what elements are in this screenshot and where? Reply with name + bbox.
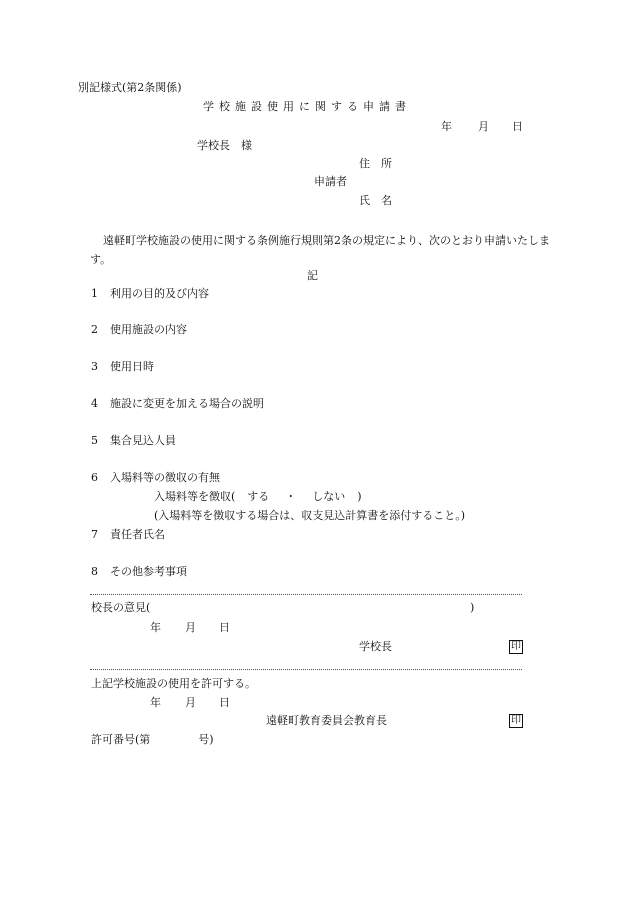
- item-number: 4: [91, 397, 98, 410]
- applicant-label: 申請者: [314, 175, 347, 188]
- list-item: [91, 361, 154, 372]
- item-label: 利用の目的及び内容: [110, 287, 209, 300]
- opinion-label: 校長の意見(: [91, 601, 151, 614]
- item-number: 8: [91, 565, 98, 578]
- item-number: 7: [91, 528, 98, 541]
- item-number: 6: [91, 471, 98, 484]
- item-label: 責任者氏名: [110, 528, 165, 541]
- list-item: [91, 529, 165, 540]
- opinion-year: 年: [150, 621, 161, 634]
- form-label: 別記様式(第2条関係): [78, 81, 182, 94]
- ki-heading: 記: [307, 269, 318, 282]
- item-label: 集合見込人員: [110, 434, 176, 447]
- fee-option-no: しない: [312, 490, 346, 503]
- permit-number: [91, 734, 214, 745]
- name-label: 氏 名: [359, 194, 392, 207]
- list-item: [91, 398, 264, 409]
- list-item: [91, 566, 187, 577]
- item-number: 1: [91, 287, 98, 300]
- body-paragraph: 遠軽町学校施設の使用に関する条例施行規則第2条の規定により、次のとおり申請いたします。: [90, 234, 550, 266]
- permit-prefix: 許可番号(第: [91, 733, 151, 746]
- seal-stamp: 印: [511, 641, 521, 652]
- fee-separator: ・: [285, 490, 297, 503]
- date-month: 月: [478, 120, 489, 133]
- permission-text: 上記学校施設の使用を許可する。: [91, 677, 256, 690]
- permission-year: 年: [150, 696, 161, 709]
- education-superintendent: 遠軽町教育委員会教育長: [266, 714, 387, 727]
- item-label: 使用施設の内容: [110, 323, 187, 336]
- fee-option-yes: する: [247, 490, 270, 503]
- item-number: 3: [91, 360, 98, 373]
- date-day: 日: [512, 120, 523, 133]
- list-item: [91, 435, 176, 446]
- fee-prefix: 入場料等を徴収(: [154, 490, 236, 503]
- fee-close: ): [357, 490, 362, 503]
- date-year: 年: [441, 120, 452, 133]
- opinion-close: ): [470, 601, 475, 614]
- item-number: 5: [91, 434, 98, 447]
- fee-note: (入場料等を徴収する場合は、収支見込計算書を添付すること。): [154, 509, 466, 522]
- fee-line: [154, 491, 362, 502]
- permission-day: 日: [219, 696, 230, 709]
- permission-month: 月: [185, 696, 196, 709]
- seal-stamp: 印: [511, 715, 521, 726]
- form-title: 学校施設使用に関する申請書: [203, 100, 411, 113]
- addressee: 学校長 様: [197, 139, 252, 152]
- item-label: 入場料等の徴収の有無: [110, 471, 220, 484]
- list-item: [91, 288, 209, 299]
- divider: [90, 594, 522, 595]
- address-label: 住 所: [359, 157, 392, 170]
- opinion-day: 日: [219, 621, 230, 634]
- opinion-month: 月: [185, 621, 196, 634]
- principal-signer: 学校長: [359, 640, 392, 653]
- permit-suffix: 号): [198, 733, 214, 746]
- item-label: 施設に変更を加える場合の説明: [110, 397, 264, 410]
- divider: [90, 669, 522, 670]
- list-item: [91, 324, 187, 335]
- item-number: 2: [91, 323, 98, 336]
- item-label: その他参考事項: [110, 565, 187, 578]
- list-item: [91, 472, 220, 483]
- item-label: 使用日時: [110, 360, 154, 373]
